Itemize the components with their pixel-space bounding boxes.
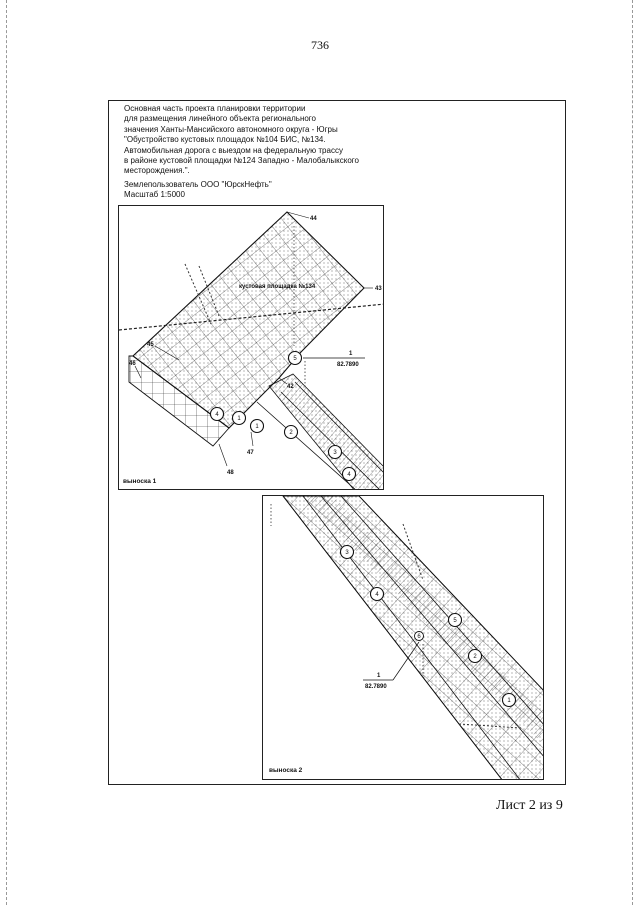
right-scan-edge: [632, 0, 633, 905]
title-line: в районе кустовой площадки №124 Западно - Малобалыкского: [124, 156, 359, 166]
inset-2-label: выноска 2: [269, 767, 303, 774]
inset-2-drawing: [263, 496, 544, 780]
marker-label: 4: [215, 412, 219, 418]
marker-label: 1: [255, 424, 259, 430]
sheet-number: Лист 2 из 9: [496, 798, 563, 813]
marker-label: 2: [289, 430, 293, 436]
callout-top: 1: [349, 351, 353, 357]
marker-label: 4: [347, 472, 351, 478]
point-number-48: 47: [247, 450, 254, 456]
scale-text: Масштаб 1:5000: [124, 190, 185, 200]
marker-label: 1: [507, 698, 511, 704]
title-line: Основная часть проекта планировки территории: [124, 104, 306, 113]
inset-1-label: выноска 1: [123, 478, 157, 485]
inset-1-frame: [118, 205, 384, 490]
inset-2-frame: [262, 495, 544, 780]
title-line: значения Ханты-Мансийского автономного округа - Югры: [124, 124, 338, 134]
marker-label: 5: [453, 618, 457, 624]
callout-bottom: 82.7890: [337, 362, 359, 368]
callout-top: 1: [377, 673, 381, 679]
title-line: для размещения линейного объекта регионального: [124, 114, 316, 124]
marker-label: 3: [345, 550, 349, 556]
marker-label: 4: [375, 592, 379, 598]
title-line: Автомобильная дорога с выездом на федеральную трассу: [124, 145, 343, 155]
callout-bottom: 82.7890: [365, 684, 387, 690]
point-number-45: 45: [147, 342, 154, 348]
marker-label: 5: [293, 356, 297, 362]
point-number-47: 48: [227, 470, 234, 476]
inset-1-drawing: [119, 206, 384, 490]
point-number-46: 46: [129, 361, 136, 367]
left-scan-edge: [6, 0, 7, 905]
marker-label: 1: [237, 416, 241, 422]
title-line: "Обустройство кустовых площадок №104 БИС, №134.: [124, 135, 326, 145]
pad-label: кустовая площадка №134: [239, 284, 316, 290]
point-number-44: 44: [310, 216, 317, 222]
title-line: месторождения.".: [124, 166, 190, 176]
title-block: [124, 104, 444, 201]
marker-label: 3: [333, 450, 337, 456]
land-user: Землепользователь ООО "ЮрскНефть": [124, 179, 272, 189]
page-number: 736: [311, 38, 329, 52]
point-number-42: 42: [287, 384, 294, 390]
marker-label: 6: [417, 634, 421, 640]
marker-label: 2: [473, 654, 477, 660]
road-grid: [283, 496, 544, 780]
point-number-43: 43: [375, 286, 382, 292]
